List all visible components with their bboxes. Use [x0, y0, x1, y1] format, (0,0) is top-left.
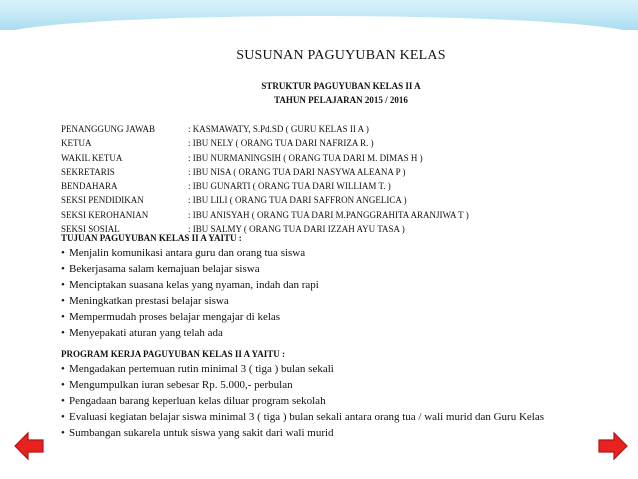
list-item [61, 409, 581, 425]
bullet-dot: • [61, 427, 65, 439]
list-item [61, 277, 581, 293]
list-item [61, 425, 581, 441]
role-row [61, 151, 601, 165]
list-item-text: Pengadaan barang keperluan kelas diluar program sekolah [69, 395, 326, 407]
arrow-right-icon [598, 431, 628, 461]
bullet-dot: • [61, 395, 65, 407]
role-value: : IBU GUNARTI ( ORANG TUA DARI WILLIAM T. ) [188, 181, 391, 192]
bullet-dot: • [61, 247, 65, 259]
list-item-text: Evaluasi kegiatan belajar siswa minimal 3 ( tiga ) bulan sekali antara orang tua / wali murid dan Guru Kelas [69, 411, 544, 423]
list-item [61, 325, 581, 341]
arrow-left-icon [14, 431, 44, 461]
role-label: BENDAHARA [61, 181, 118, 192]
role-value: : IBU SALMY ( ORANG TUA DARI IZZAH AYU TASA ) [188, 224, 405, 235]
list-item-text: Menyepakati aturan yang telah ada [69, 327, 223, 339]
role-row [61, 179, 601, 193]
role-value: : IBU NISA ( ORANG TUA DARI NASYWA ALEANA P ) [188, 166, 406, 177]
list-item-text: Sumbangan sukarela untuk siswa yang sakit dari wali murid [69, 427, 334, 439]
program-heading: PROGRAM KERJA PAGUYUBAN KELAS II A YAITU : [61, 349, 285, 359]
bullet-dot: • [61, 379, 65, 391]
bullet-dot: • [61, 279, 65, 291]
role-label: SEKSI PENDIDIKAN [61, 195, 144, 206]
list-item-text: Mempermudah proses belajar mengajar di kelas [69, 311, 281, 323]
role-row [61, 122, 601, 136]
bullet-dot: • [61, 263, 65, 275]
list-item [61, 261, 581, 277]
list-item [61, 245, 581, 261]
roles-table [61, 122, 601, 236]
list-item [61, 377, 581, 393]
program-list [61, 361, 581, 441]
role-label: KETUA [61, 138, 92, 149]
list-item [61, 361, 581, 377]
role-row [61, 136, 601, 150]
role-row [61, 165, 601, 179]
year-subtitle: TAHUN PELAJARAN 2015 / 2016 [274, 95, 408, 105]
role-label: SEKRETARIS [61, 166, 115, 177]
bullet-dot: • [61, 363, 65, 375]
role-value: : IBU LILI ( ORANG TUA DARI SAFFRON ANGELICA ) [188, 195, 407, 206]
bullet-dot: • [61, 311, 65, 323]
structure-subtitle: STRUKTUR PAGUYUBAN KELAS II A [261, 81, 421, 91]
list-item-text: Mengumpulkan iuran sebesar Rp. 5.000,- perbulan [69, 379, 293, 391]
list-item-text: Menciptakan suasana kelas yang nyaman, indah dan rapi [69, 279, 319, 291]
bullet-dot: • [61, 295, 65, 307]
role-label: SEKSI SOSIAL [61, 224, 120, 235]
bullet-dot: • [61, 411, 65, 423]
page-title: SUSUNAN PAGUYUBAN KELAS [236, 48, 446, 63]
role-label: PENANGGUNG JAWAB [61, 124, 156, 134]
list-item [61, 309, 581, 325]
role-value: : KASMAWATY, S.Pd.SD ( GURU KELAS II A ) [188, 124, 369, 134]
list-item-text: Bekerjasama salam kemajuan belajar siswa [69, 263, 260, 275]
bullet-dot: • [61, 327, 65, 339]
tujuan-heading: TUJUAN PAGUYUBAN KELAS II A YAITU : [61, 233, 242, 243]
list-item [61, 293, 581, 309]
list-item [61, 393, 581, 409]
role-row [61, 208, 601, 222]
role-label: SEKSI KEROHANIAN [61, 209, 149, 220]
next-slide-button[interactable] [598, 431, 628, 461]
tujuan-list [61, 245, 581, 341]
role-value: : IBU NELY ( ORANG TUA DARI NAFRIZA R. ) [188, 138, 374, 149]
list-item-text: Menjalin komunikasi antara guru dan orang tua siswa [69, 247, 306, 259]
role-value: : IBU ANISYAH ( ORANG TUA DARI M.PANGGRAHITA ARANJIWA T ) [188, 209, 469, 220]
header-wave [0, 16, 638, 36]
list-item-text: Meningkatkan prestasi belajar siswa [69, 295, 229, 307]
list-item-text: Mengadakan pertemuan rutin minimal 3 ( tiga ) bulan sekali [69, 363, 334, 375]
role-row [61, 193, 601, 207]
previous-slide-button[interactable] [14, 431, 44, 461]
role-value: : IBU NURMANINGSIH ( ORANG TUA DARI M. DIMAS H ) [188, 152, 423, 163]
header-band [0, 0, 638, 30]
role-label: WAKIL KETUA [61, 152, 123, 163]
